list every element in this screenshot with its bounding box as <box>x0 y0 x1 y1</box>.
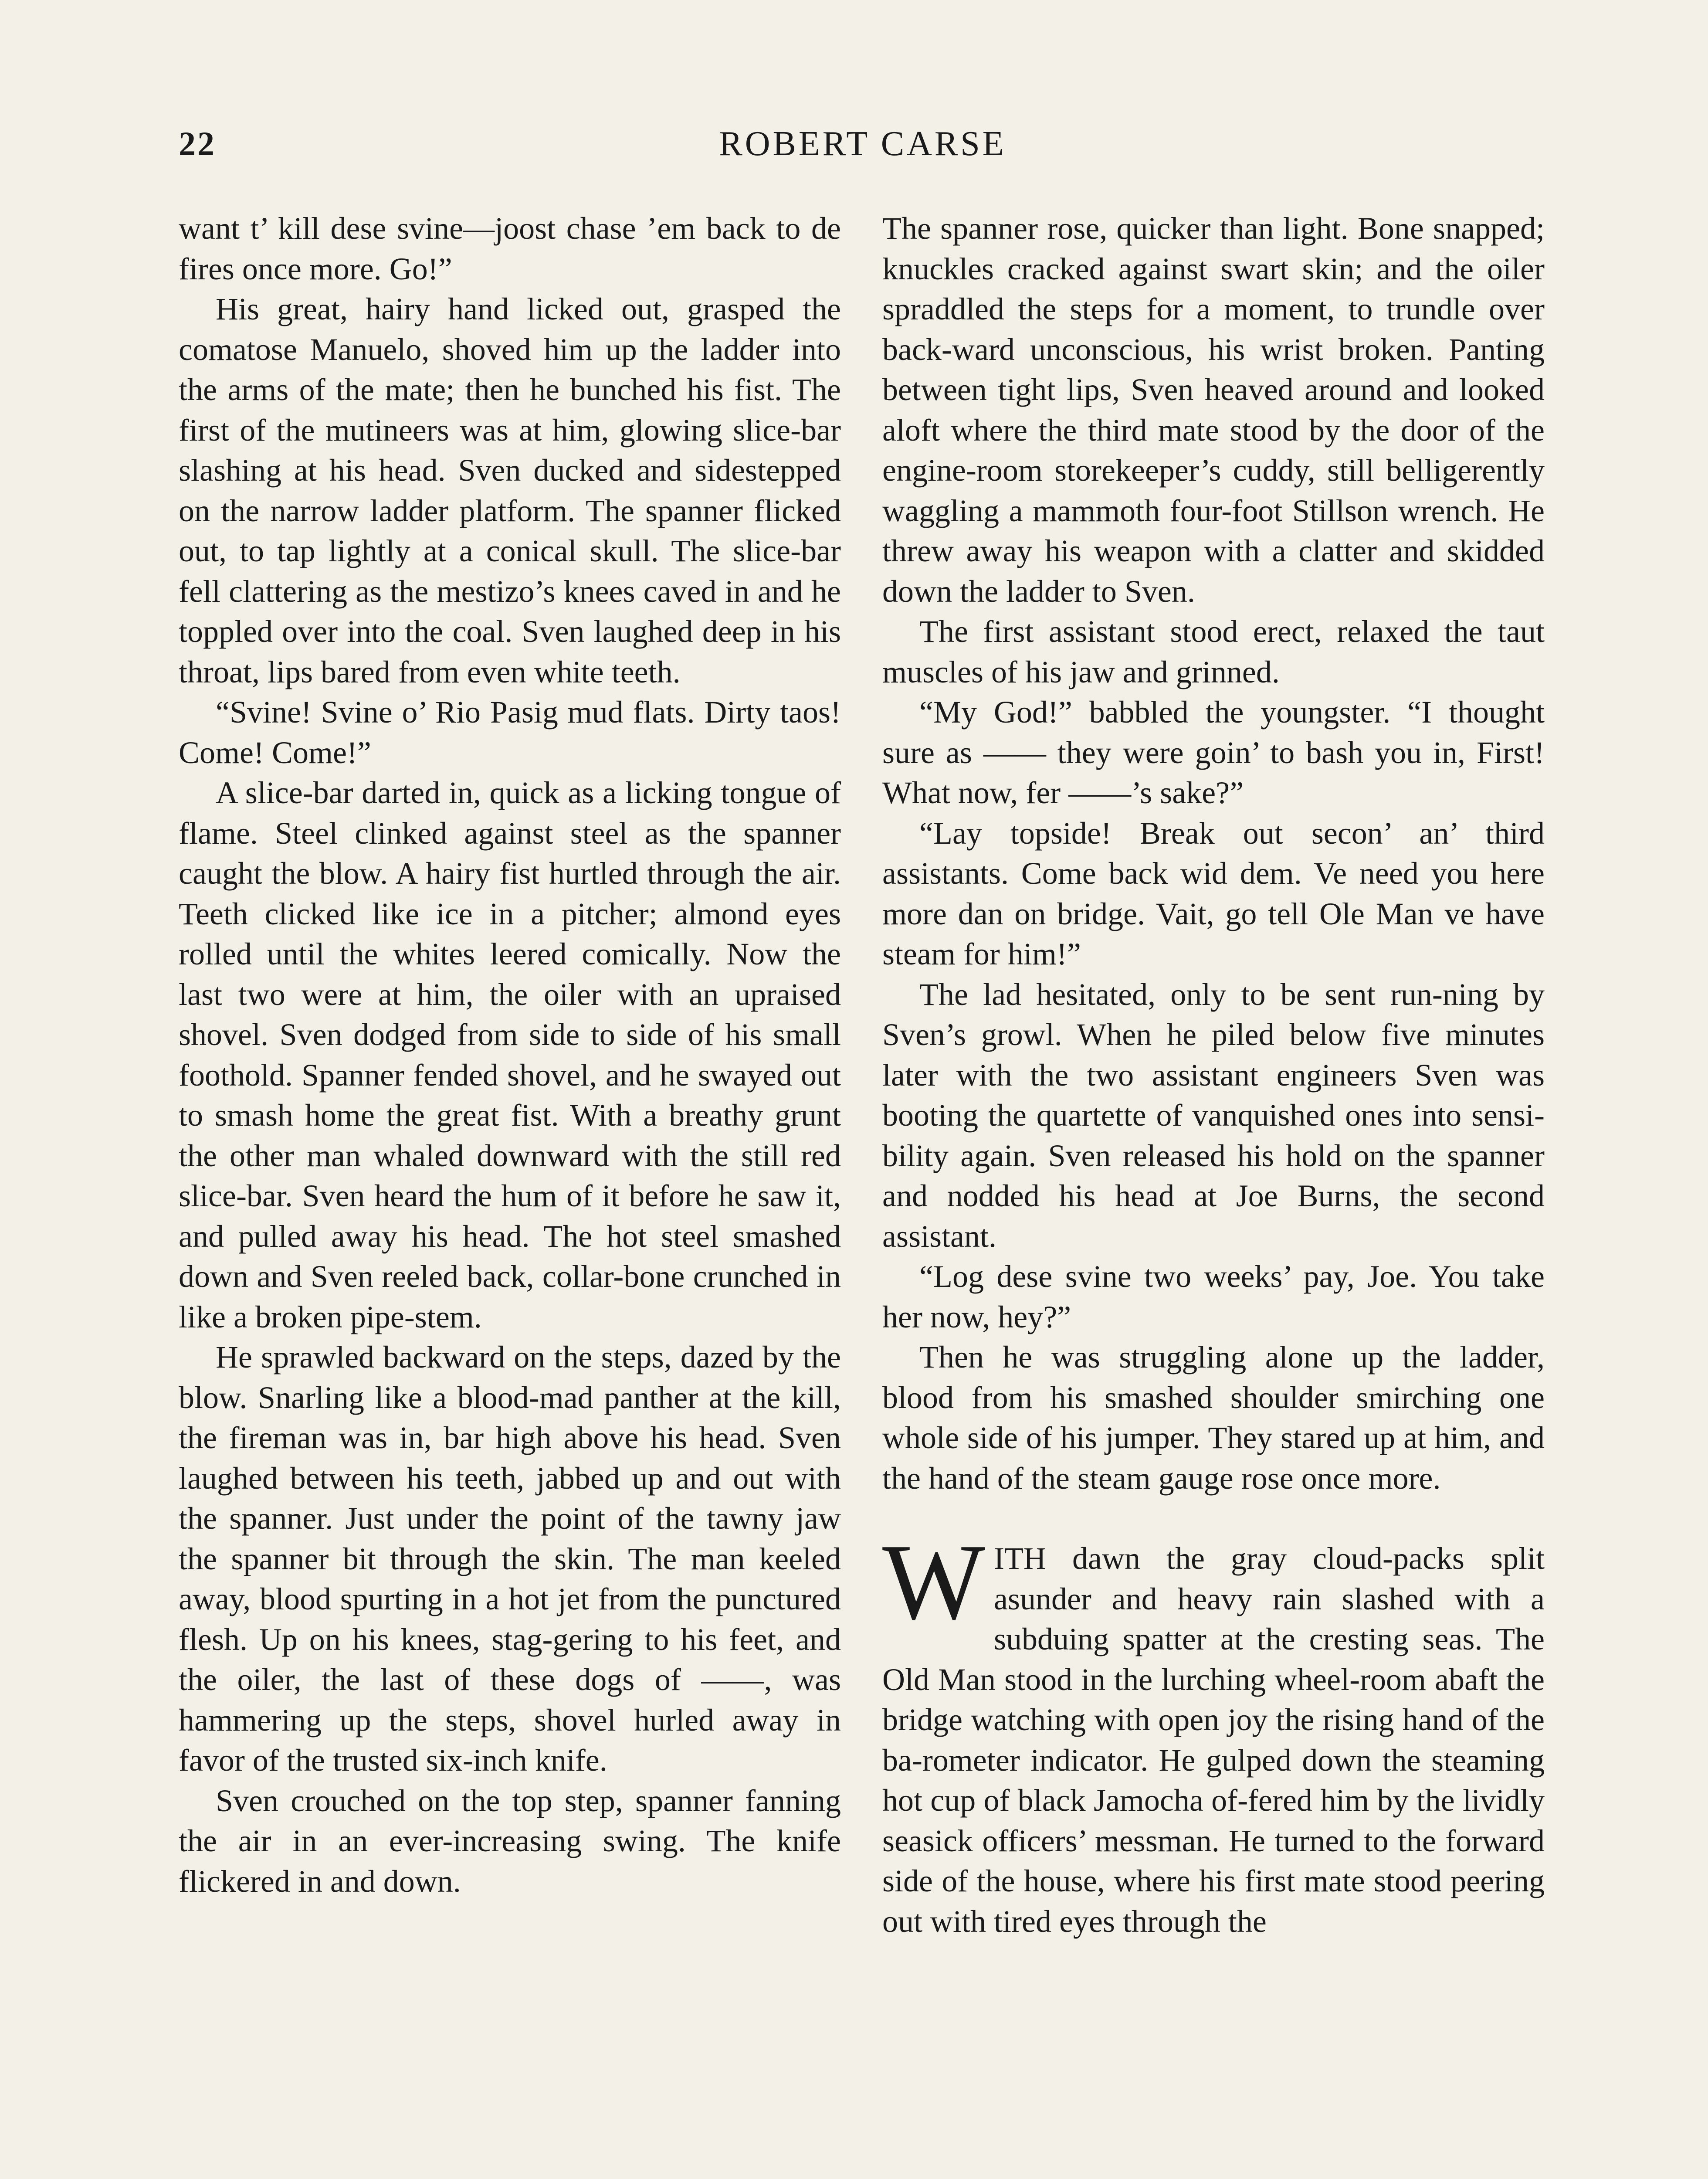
paragraph: The spanner rose, quicker than light. Bone snapped; knuckles cracked against swart skin; and the oiler spraddled the steps for a moment, to trundle over back-ward unconscious, his wrist broken. Panting between tight lips, Sven heaved around and looked aloft where the third mate stood by the door of the engine-room storekeeper’s cuddy, still belligerently waggling a mammoth four-foot Stillson wrench. He threw away his weapon with a clatter and skidded down the ladder to Sven. <box>882 211 1545 609</box>
paragraph: A slice-bar darted in, quick as a licking tongue of flame. Steel clinked against steel as the spanner caught the blow. A hairy fist hurtled through the air. Teeth clicked like ice in a pitcher; almond eyes rolled until the whites leered comically. Now the last two were at him, the oiler with an upraised shovel. Sven dodged from side to side of his small foothold. Spanner fended shovel, and he swayed out to smash home the great fist. With a breathy grunt the other man whaled downward with the still red slice-bar. Sven heard the hum of it before he saw it, and pulled away his head. The hot steel smashed down and Sven reeled back, collar-bone crunched in like a broken pipe-stem. <box>179 775 841 1334</box>
paragraph: “Svine! Svine o’ Rio Pasig mud flats. Dirty taos! Come! Come!” <box>179 695 841 770</box>
page-number: 22 <box>179 125 216 163</box>
paragraph: The first assistant stood erect, relaxed the taut muscles of his jaw and grinned. <box>882 614 1545 689</box>
running-head: ROBERT CARSE <box>719 125 1006 163</box>
paragraph: Then he was struggling alone up the ladder, blood from his smashed shoulder smirching one whole side of his jumper. They stared up at him, and the hand of the steam gauge rose once more. <box>882 1340 1545 1496</box>
paragraph: Sven crouched on the top step, spanner fanning the air in an ever-increasing swing. The knife flickered in and down. <box>179 1783 841 1899</box>
paragraph: “My God!” babbled the youngster. “I thought sure as —— they were goin’ to bash you in, First! What now, fer ——’s sake?” <box>882 695 1545 810</box>
section-text: ITH dawn the gray cloud-packs split asunder and heavy rain slashed with a subduing spatter at the cresting seas. The Old Man stood in the lurching wheel-room abaft the bridge watching with open joy the rising hand of the ba-rometer indicator. He gulped down the steaming hot cup of black Jamocha of-fered him by the lividly seasick officers’ messman. He turned to the forward side of the house, where his first mate stood peering out with tired eyes through the <box>882 1541 1545 1939</box>
page-header <box>179 124 1547 172</box>
paragraph: The lad hesitated, only to be sent run-ning by Sven’s growl. When he piled below five minutes later with the two assistant engineers Sven was booting the quartette of vanquished ones into sensi-bility again. Sven released his hold on the spanner and nodded his head at Joe Burns, the second assistant. <box>882 977 1545 1254</box>
paragraph: “Log dese svine two weeks’ pay, Joe. You take her now, hey?” <box>882 1259 1545 1334</box>
drop-cap: W <box>882 1522 985 1643</box>
left-column <box>179 208 841 1901</box>
section-opening-paragraph <box>882 1522 1545 1941</box>
paragraph: want t’ kill dese svine—joost chase ’em back to de fires once more. Go!” <box>179 211 841 286</box>
paragraph: “Lay topside! Break out secon’ an’ third assistants. Come back wid dem. Ve need you here more dan on bridge. Vait, go tell Ole Man ve have steam for him!” <box>882 815 1545 971</box>
paragraph: His great, hairy hand licked out, grasped the comatose Manuelo, shoved him up the ladder into the arms of the mate; then he bunched his fist. The first of the mutineers was at him, glowing slice-bar slashing at his head. Sven ducked and sidestepped on the narrow ladder platform. The spanner flicked out, to tap lightly at a conical skull. The slice-bar fell clattering as the mestizo’s knees caved in and he toppled over into the coal. Sven laughed deep in his throat, lips bared from even white teeth. <box>179 292 841 689</box>
right-column <box>882 208 1545 1941</box>
paragraph: He sprawled backward on the steps, dazed by the blow. Snarling like a blood-mad panther at the kill, the fireman was in, bar high above his head. Sven laughed between his teeth, jabbed up and out with the spanner. Just under the point of the tawny jaw the spanner bit through the skin. The man keeled away, blood spurting in a hot jet from the punctured flesh. Up on his knees, stag-gering to his feet, and the oiler, the last of these dogs of ——, was hammering up the steps, shovel hurled away in favor of the trusted six-inch knife. <box>179 1340 841 1778</box>
